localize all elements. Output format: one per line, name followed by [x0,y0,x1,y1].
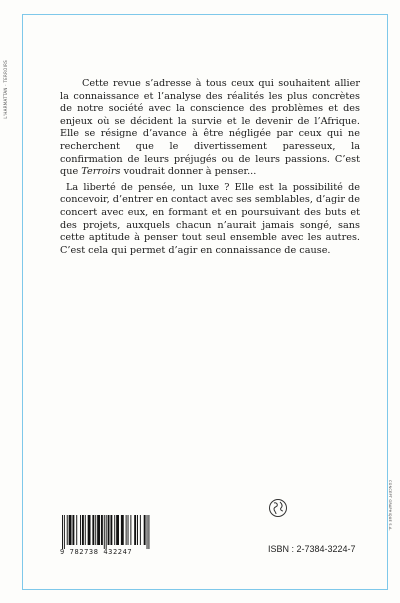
barcode-bar [76,515,77,545]
printer-credit: CONCEPT GRAPHIQUE S.A. [388,480,392,531]
barcode-bar [64,515,65,549]
barcode-bar [148,515,149,549]
barcode-bar [80,515,81,545]
barcode-bar [104,515,105,549]
barcode-bar [72,515,74,545]
barcode-bar [128,515,129,545]
barcode-bar [69,515,72,545]
barcode-bar [82,515,84,545]
barcode-bar [62,515,63,549]
barcode-bar [88,515,91,545]
barcode-bar [126,515,127,545]
barcode-bar [140,515,141,545]
globe-icon [268,498,288,522]
barcode-bar [95,515,96,545]
barcode-number: 9 782738 432247 [60,548,133,556]
barcode-bar [130,515,131,545]
paragraph-1 [60,78,360,179]
barcode-bar [114,515,115,545]
barcode-bar [121,515,124,545]
barcode-bar [137,515,138,545]
paragraph-1-part-b: voudrait donner à penser... [120,166,257,178]
barcode-bar [85,515,86,545]
barcode-bar [67,515,68,545]
barcode-bar [97,515,100,545]
barcode-bar [147,515,148,549]
back-cover-text [60,78,360,257]
barcode-bar [106,515,107,549]
paragraph-2: La liberté de pensée, un luxe ? Elle est la possibilité de concevoir, d’entrer en contact avec ses semblables, d’agir de concert avec eux, en formant et en poursuivant des buts et des projets, auxquels chacun n’aurait jamais songé, sans cette aptitude à penser tout seul ensemble avec les autres. C’est cela qui permet d’agir en connaissance de cause. [60,181,360,256]
barcode-bars [60,515,156,549]
spine-text: L'HARMATTAN · TERROIRS [3,60,8,119]
isbn-label: ISBN : 2-7384-3224-7 [268,544,356,554]
barcode-bar [92,515,94,545]
barcode [60,515,156,556]
journal-title-italic: Terroirs [81,166,121,178]
barcode-bar [108,515,110,545]
barcode-bar [116,515,119,545]
barcode-bar [101,515,103,545]
barcode-bar [134,515,136,545]
barcode-bar [110,515,112,545]
paragraph-1-part-a: Cette revue s’adresse à tous ceux qui souhaitent allier la connaissance et l’analyse des réalités les plus concrètes de notre société avec la conscience des problèmes et des enjeux où se décident la survie et le devenir de l’Afrique. Elle se résigne d’avance à être négligée par ceux qui ne recherchent que le divertissement paresseux, la confirmation de leurs préjugés ou de leurs passions. C’est que [60,78,360,178]
barcode-bar [144,515,146,545]
